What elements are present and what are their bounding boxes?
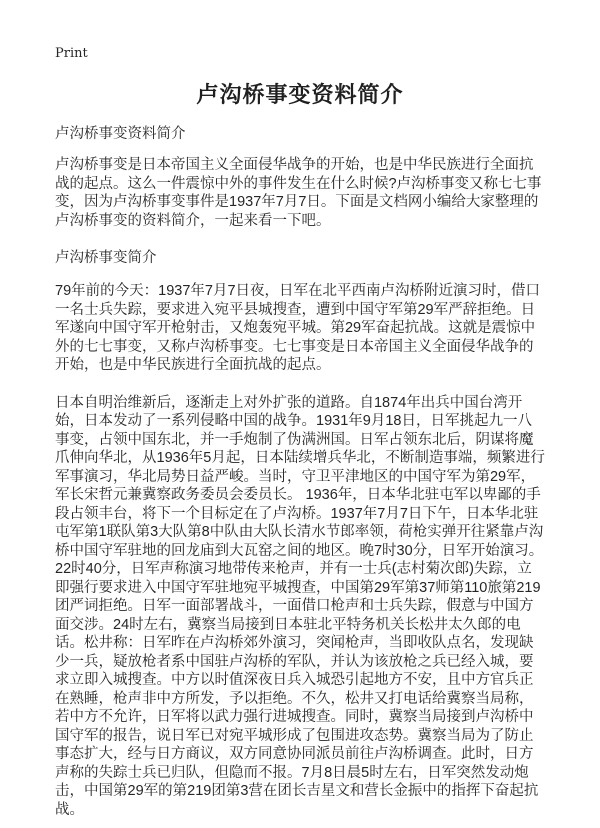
body-paragraph-history-detail: 日本自明治维新后，逐渐走上对外扩张的道路。自1874年出兵中国台湾开始，日本发动了一系列侵略中国的战争。1931年9月18日，日军挑起九一八事变，占领中国东北，并一手炮制了伪满洲国。日军占领东北后，阴谋将魔爪伸向华北，从1936年5月起，日本陆续增兵华北，不断制造事端，频繁进行军事演习，华北局势日益严峻。当时，守卫平津地区的中国守军为第29军，军长宋哲元兼冀察政务委员会委员长。 1936年，日本华北驻屯军以卑鄙的手段占领丰台，将下一个目标定在了卢沟桥。1937年7月7日下午，日本华北驻屯军第1联队第3大队第8中队由大队长清水节郎率领，荷枪实弹开往紧靠卢沟桥中国守军驻地的回龙庙到大瓦窑之间的地区。晚7时30分，日军开始演习。22时40分，日军声称演习地带传来枪声，并有一士兵(志村菊次郎)失踪，立即强行要求进入中国守军驻地宛平城搜查，中国第29军第37师第110旅第219团严词拒绝。日军一面部署战斗，一面借口枪声和士兵失踪，假意与中国方面交涉。24时左右，冀察当局接到日本驻北平特务机关长松井太久郎的电话。松井称：日军昨在卢沟桥郊外演习，突闻枪声，当即收队点名，发现缺少一兵，疑放枪者系中国驻卢沟桥的军队，并认为该放枪之兵已经入城，要求立即入城搜查。中方以时值深夜日兵入城恐引起地方不安，且中方官兵正在熟睡，枪声非中方所发，予以拒绝。不久，松井又打电话给冀察当局称，若中方不允许，日军将以武力强行进城搜查。同时，冀察当局接到卢沟桥中国守军的报告，说日军已对宛平城形成了包围进攻态势。冀察当局为了防止事态扩大，经与日方商议，双方同意协同派员前往卢沟桥调查。此时，日方声称的失踪士兵已归队，但隐而不报。7月8日晨5时左右，日军突然发动炮击，中国第29军的第219团第3营在团长吉星文和营长金振中的指挥下奋起抗战。 [55, 394, 545, 818]
article-subtitle: 卢沟桥事变资料简介 [55, 126, 186, 142]
intro-paragraph: 卢沟桥事变是日本帝国主义全面侵华战争的开始，也是中华民族进行全面抗战的起点。这么一件震惊中外的事件发生在什么时候?卢沟桥事变又称七七事变，因为卢沟桥事变事件是1937年7月7日。下面是文档网小编给大家整理的卢沟桥事变的资料简介，一起来看一下吧。 [55, 157, 542, 229]
body-paragraph-incident-summary: 79年前的今天：1937年7月7日夜，日军在北平西南卢沟桥附近演习时，借口一名士兵失踪，要求进入宛平县城搜查，遭到中国守军第29军严辞拒绝。日军遂向中国守军开枪射击，又炮轰宛平城。第29军奋起抗战。这就是震惊中外的七七事变，又称卢沟桥事变。七七事变是日本帝国主义全面侵华战争的开始，也是中华民族进行全面抗战的起点。 [55, 283, 541, 373]
section-heading: 卢沟桥事变简介 [55, 250, 157, 266]
print-button[interactable]: Print [55, 46, 88, 61]
page-title: 卢沟桥事变资料简介 [196, 82, 404, 107]
